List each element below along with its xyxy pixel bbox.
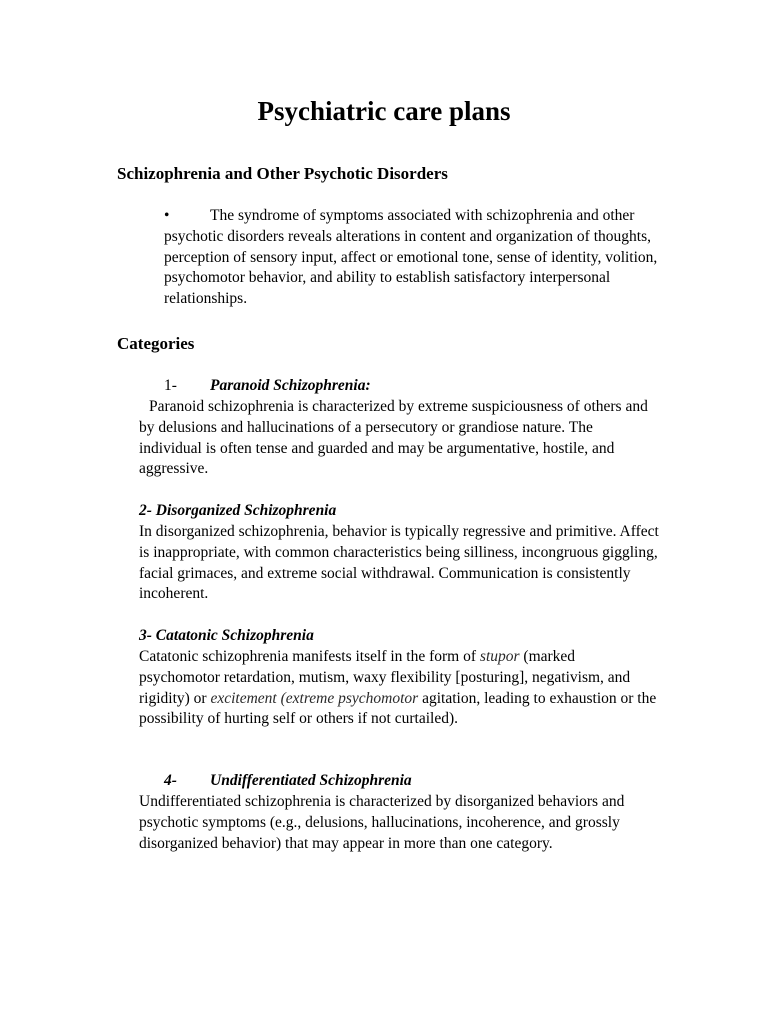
category-number: 2- xyxy=(139,502,152,519)
category-heading-4 xyxy=(164,771,412,792)
category-term: stupor xyxy=(479,648,520,665)
category-name: Paranoid Schizophrenia: xyxy=(210,377,371,394)
category-text-part: Catatonic schizophrenia manifests itself in the form of xyxy=(139,648,480,665)
category-number: 3- xyxy=(139,627,152,644)
category-name: Disorganized Schizophrenia xyxy=(155,502,337,519)
category-text-2: In disorganized schizophrenia, behavior is typically regressive and primitive. Affect is inappropriate, with common characteristics being silliness, incongruous giggling, facial grimaces, and extreme social withdrawal. Communication is consistently incoherent. xyxy=(139,523,659,603)
category-text-3 xyxy=(139,647,659,730)
category-text-part: agitation, leading to exhaustion or the possibility of hurting self or others if not curtailed). xyxy=(139,689,657,728)
bullet-icon: • xyxy=(164,207,170,224)
section-heading: Schizophrenia and Other Psychotic Disorders xyxy=(117,164,448,183)
intro-text: The syndrome of symptoms associated with schizophrenia and other psychotic disorders reveals alterations in content and organization of thoughts, perception of sensory input, affect or emotional tone, sense of identity, volition, psychomotor behavior, and ability to establish satisfactory interpersonal relationships. xyxy=(164,207,658,308)
category-heading-1 xyxy=(164,376,371,397)
category-name: Undifferentiated Schizophrenia xyxy=(210,772,412,789)
category-text-1: Paranoid schizophrenia is characterized by extreme suspiciousness of others and by delusions and hallucinations of a persecutory or grandiose nature. The individual is often tense and guarded and may be argumentative, hostile, and aggressive. xyxy=(139,398,648,478)
intro-paragraph xyxy=(164,206,684,310)
category-heading-3 xyxy=(139,626,314,647)
category-text-part: (marked psychomotor retardation, mutism, waxy flexibility [posturing], negativism, and rigidity) or xyxy=(139,648,631,707)
category-heading-2 xyxy=(139,501,336,522)
category-term: excitement (extreme psychomotor xyxy=(210,689,419,707)
category-number: 4- xyxy=(164,772,177,789)
category-text-4: Undifferentiated schizophrenia is characterized by disorganized behaviors and psychotic symptoms (e.g., delusions, hallucinations, incoherence, and grossly disorganized behavior) that may appear in more than one category. xyxy=(139,793,625,852)
category-number: 1- xyxy=(164,377,177,394)
page-title: Psychiatric care plans xyxy=(257,96,511,126)
category-name: Catatonic Schizophrenia xyxy=(155,627,314,644)
categories-heading: Categories xyxy=(117,334,195,353)
